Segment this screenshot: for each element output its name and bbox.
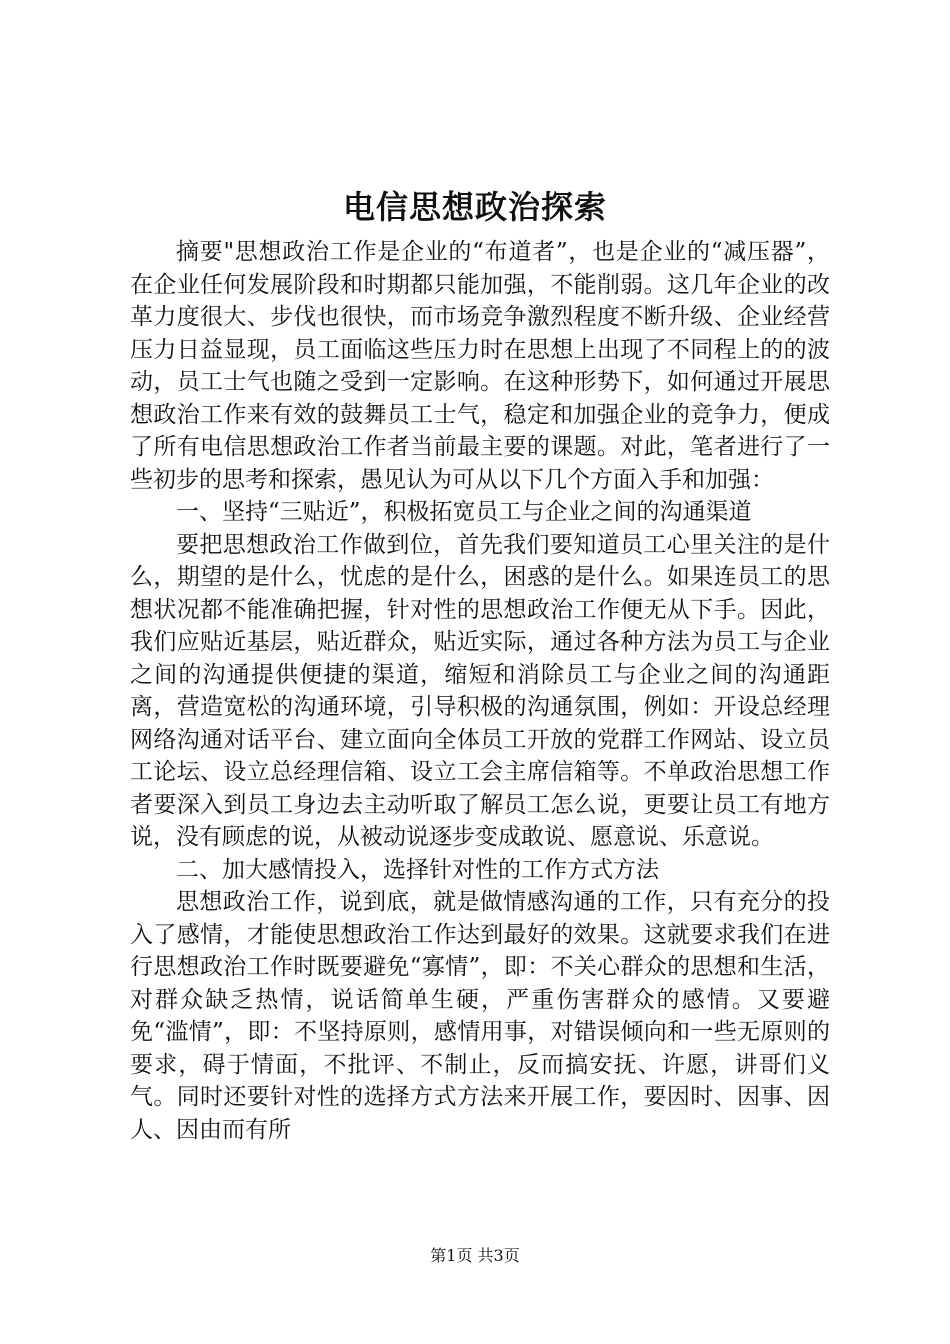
section-heading-1: 一、坚持“三贴近”，积极拓宽员工与企业之间的沟通渠道 xyxy=(176,499,752,525)
abstract-paragraph: 摘要"思想政治工作是企业的“布道者”，也是企业的“减压器”，在企业任何发展阶段和时期都只能加强，不能削弱。这几年企业的改革力度很大、步伐也很快，而市场竞争激烈程度不断升级、企业经营压力日益显现，员工面临这些压力时在思想上出现了不同程上的的波动，员工士气也随之受到一定影响。在这种形势下，如何通过开展思想政治工作来有效的鼓舞员工士气，稳定和加强企业的竞争力，便成了所有电信思想政治工作者当前最主要的课题。对此，笔者进行了一些初步的思考和探索，愚见认为可从以下几个方面入手和加强： xyxy=(130,239,830,493)
section-1-paragraph: 要把思想政治工作做到位，首先我们要知道员工心里关注的是什么，期望的是什么，忧虑的是什么，困惑的是什么。如果连员工的思想状况都不能准确把握，针对性的思想政治工作便无从下手。因此，我们应贴近基层，贴近群众，贴近实际，通过各种方法为员工与企业之间的沟通提供便捷的渠道，缩短和消除员工与企业之间的沟通距离，营造宽松的沟通环境，引导积极的沟通氛围，例如：开设总经理网络沟通对话平台、建立面向全体员工开放的党群工作网站、设立员工论坛、设立总经理信箱、设立工会主席信箱等。不单政治思想工作者要深入到员工身边去主动听取了解员工怎么说，更要让员工有地方说，没有顾虑的说，从被动说逐步变成敢说、愿意说、乐意说。 xyxy=(130,531,830,850)
section-2-paragraph: 思想政治工作，说到底，就是做情感沟通的工作，只有充分的投入了感情，才能使思想政治工作达到最好的效果。这就要求我们在进行思想政治工作时既要避免“寡情”，即：不关心群众的思想和生活，对群众缺乏热情，说话简单生硬，严重伤害群众的感情。又要避免“滥情”，即：不坚持原则，感情用事，对错误倾向和一些无原则的要求，碍于情面，不批评、不制止，反而搞安抚、许愿，讲哥们义气。同时还要针对性的选择方式方法来开展工作，要因时、因事、因人、因由而有所 xyxy=(130,889,830,1143)
page-footer: 第1页 共3页 xyxy=(430,1246,520,1265)
document-body xyxy=(130,236,830,1146)
document-title: 电信思想政治探索 xyxy=(342,188,607,226)
section-heading-2: 二、加大感情投入，选择针对性的工作方式方法 xyxy=(176,856,659,883)
